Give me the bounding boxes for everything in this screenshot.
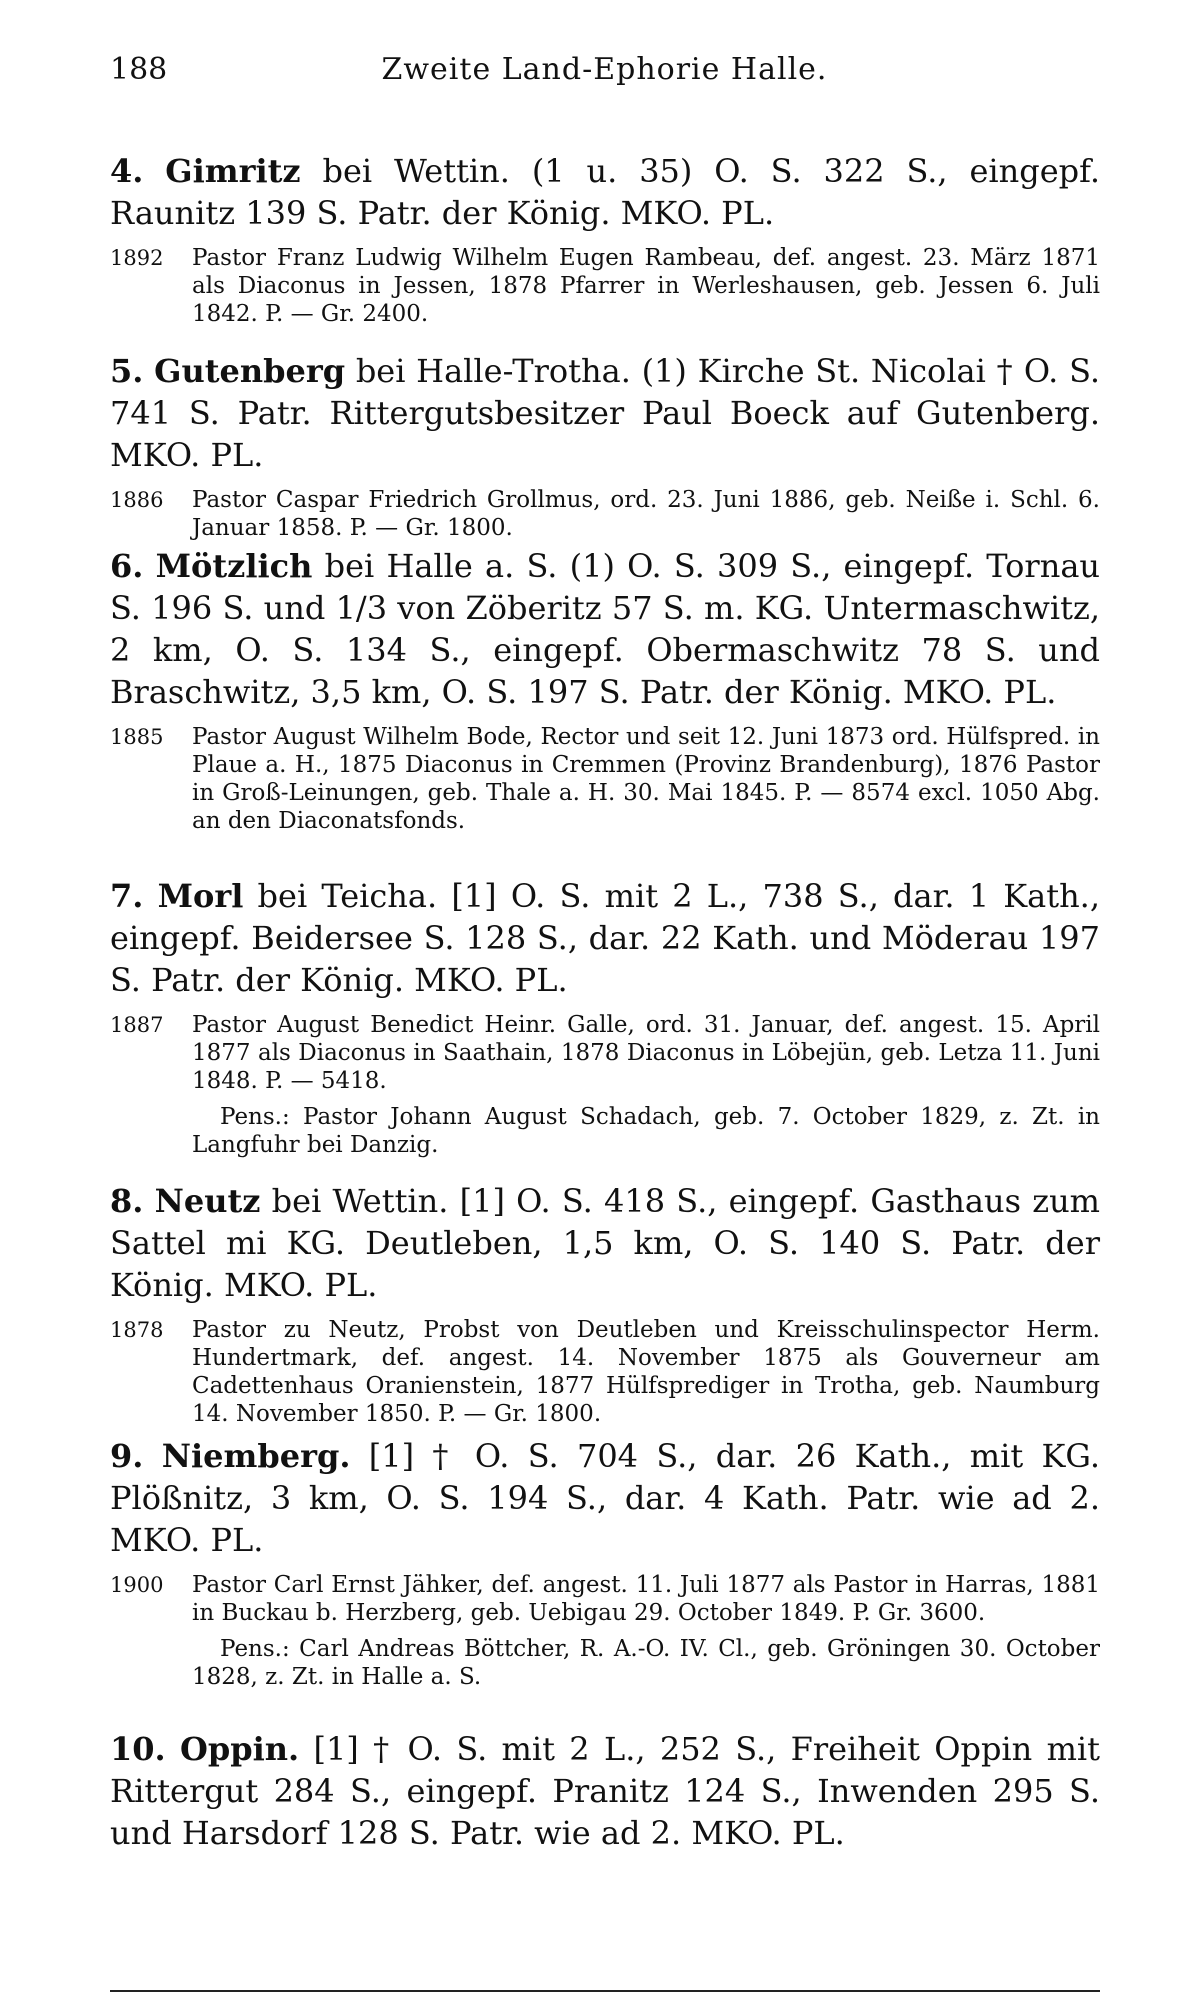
pastor-year: 1886	[110, 488, 164, 512]
place-name: Niemberg.	[161, 1437, 351, 1475]
pastor-record	[110, 486, 1100, 542]
pastor-record	[110, 723, 1100, 835]
pastor-record	[110, 244, 1100, 328]
place-name: Oppin.	[179, 1730, 300, 1768]
pastor-text: Pastor Caspar Friedrich Grollmus, ord. 23. Juni 1886, geb. Neiße i. Schl. 6. Januar 1858. P. — Gr. 1800.	[192, 487, 1100, 541]
entry-text: bei Halle-Trotha. (1) Kirche St. Nicolai † O. S. 741 S. Patr. Rittergutsbesitzer Paul Boeck auf Gutenberg. MKO. PL.	[110, 352, 1101, 474]
entry-heading	[110, 875, 1100, 1001]
pastor-record	[110, 1571, 1100, 1627]
parish-entry	[110, 1728, 1100, 1854]
entry-number: 8.	[110, 1182, 144, 1220]
pensioner-note: Pens.: Carl Andreas Böttcher, R. A.-O. IV. Cl., geb. Gröningen 30. October 1828, z. Zt. in Halle a. S.	[192, 1636, 1100, 1690]
running-title: Zweite Land-Ephorie Halle.	[381, 52, 828, 87]
place-name: Morl	[157, 877, 244, 915]
entry-text: bei Teicha. [1] O. S. mit 2 L., 738 S., dar. 1 Kath., eingepf. Beidersee S. 128 S., dar. 22 Kath. und Möderau 197 S. Patr. der König. MKO. PL.	[110, 877, 1101, 999]
page-header	[110, 52, 1099, 102]
parish-entry	[110, 150, 1100, 328]
parish-entry	[110, 1435, 1100, 1691]
pastor-record	[110, 1316, 1100, 1428]
pastor-year: 1887	[110, 1013, 164, 1037]
entry-heading	[110, 350, 1100, 476]
entry-heading	[110, 1180, 1100, 1306]
entry-number: 6.	[110, 547, 144, 585]
entry-text: [1] † O. S. mit 2 L., 252 S., Freiheit Oppin mit Rittergut 284 S., eingepf. Pranitz 124 S., Inwenden 295 S. und Harsdorf 128 S. Patr. wie ad 2. MKO. PL.	[110, 1730, 1101, 1852]
entry-text: bei Wettin. (1 u. 35) O. S. 322 S., eingepf. Raunitz 139 S. Patr. der König. MKO. PL.	[110, 152, 1101, 232]
pastor-year: 1892	[110, 246, 164, 270]
pastor-text: Pastor zu Neutz, Probst von Deutleben und Kreisschulinspector Herm. Hundertmark, def. angest. 14. November 1875 als Gouverneur am Cadettenhaus Oranienstein, 1877 Hülfsprediger in Trotha, geb. Naumburg 14. November 1850. P. — Gr. 1800.	[192, 1317, 1100, 1427]
pastor-text: Pastor August Benedict Heinr. Galle, ord. 31. Januar, def. angest. 15. April 1877 als Diaconus in Saathain, 1878 Diaconus in Löbejün, geb. Letza 11. Juni 1848. P. — 5418.	[192, 1012, 1100, 1094]
entry-number: 10.	[110, 1730, 166, 1768]
pastor-text: Pastor August Wilhelm Bode, Rector und seit 12. Juni 1873 ord. Hülfspred. in Plaue a. H., 1875 Diaconus in Cremmen (Provinz Brandenburg), 1876 Pastor in Groß-Leinungen, geb. Thale a. H. 30. Mai 1845. P. — 8574 excl. 1050 Abg. an den Diaconatsfonds.	[192, 724, 1100, 834]
pastor-year: 1900	[110, 1573, 164, 1597]
entry-heading	[110, 1728, 1100, 1854]
bottom-rule	[110, 1990, 1100, 1992]
entry-text: bei Wettin. [1] O. S. 418 S., eingepf. Gasthaus zum Sattel mi KG. Deutleben, 1,5 km, O. S. 140 S. Patr. der König. MKO. PL.	[110, 1182, 1101, 1304]
entry-heading	[110, 545, 1100, 713]
entry-text: [1] † O. S. 704 S., dar. 26 Kath., mit KG. Plößnitz, 3 km, O. S. 194 S., dar. 4 Kath. Patr. wie ad 2. MKO. PL.	[110, 1437, 1101, 1559]
place-name: Gimritz	[165, 152, 301, 190]
pensioner-note: Pens.: Pastor Johann August Schadach, geb. 7. October 1829, z. Zt. in Langfuhr bei Danzig.	[192, 1104, 1100, 1158]
entry-number: 5.	[110, 352, 144, 390]
entry-number: 4.	[110, 152, 144, 190]
parish-entry	[110, 545, 1100, 835]
pastor-year: 1885	[110, 725, 164, 749]
entry-heading	[110, 1435, 1100, 1561]
entry-number: 9.	[110, 1437, 144, 1475]
entry-number: 7.	[110, 877, 144, 915]
entry-heading	[110, 150, 1100, 234]
entry-text: bei Halle a. S. (1) O. S. 309 S., eingepf. Tornau S. 196 S. und 1/3 von Zöberitz 57 S. m. KG. Untermaschwitz, 2 km, O. S. 134 S., eingepf. Obermaschwitz 78 S. und Braschwitz, 3,5 km, O. S. 197 S. Patr. der König. MKO. PL.	[110, 547, 1101, 711]
place-name: Mötzlich	[155, 547, 313, 585]
pastor-text: Pastor Franz Ludwig Wilhelm Eugen Rambeau, def. angest. 23. März 1871 als Diaconus in Jessen, 1878 Pfarrer in Werleshausen, geb. Jessen 6. Juli 1842. P. — Gr. 2400.	[192, 245, 1100, 327]
place-name: Neutz	[154, 1182, 261, 1220]
pastor-year: 1878	[110, 1318, 164, 1342]
pastor-text: Pastor Carl Ernst Jähker, def. angest. 11. Juli 1877 als Pastor in Harras, 1881 in Buckau b. Herzberg, geb. Uebigau 29. October 1849. P. Gr. 3600.	[192, 1572, 1100, 1626]
parish-entry	[110, 350, 1100, 542]
page-number: 188	[110, 52, 168, 87]
place-name: Gutenberg	[154, 352, 346, 390]
parish-entry	[110, 1180, 1100, 1428]
parish-entry	[110, 875, 1100, 1159]
pastor-record	[110, 1011, 1100, 1095]
